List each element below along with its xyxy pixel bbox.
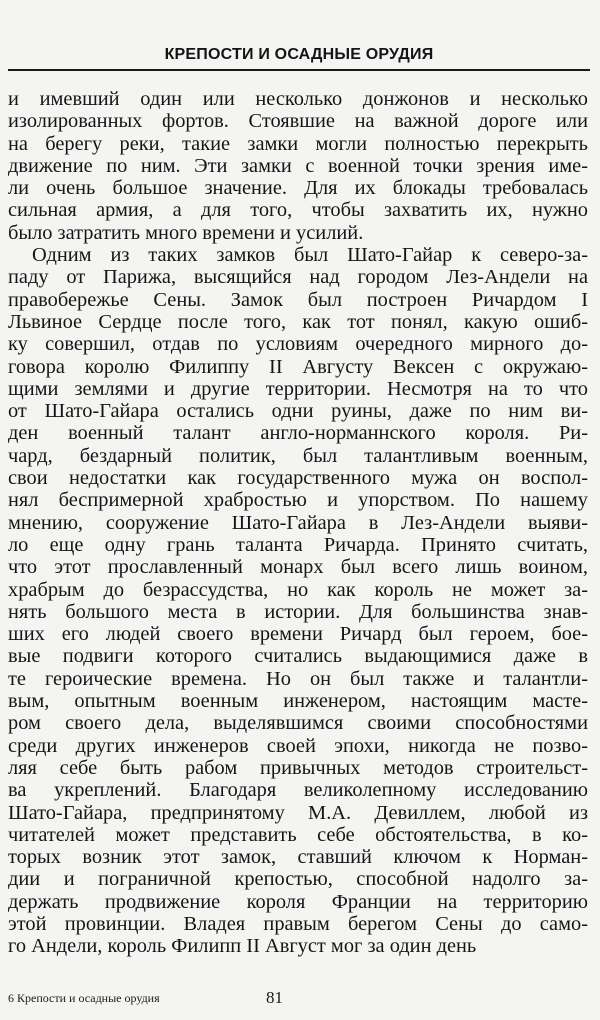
body-text <box>8 88 588 958</box>
text-line: нял беспримерной храбростью и упорством. По нашему <box>8 489 588 512</box>
footer-imprint: 6 Крепости и осадные орудия <box>8 991 160 1005</box>
text-line: Шато-Гайара, предпринятому М.А. Девиллем, любой из <box>8 801 588 824</box>
text-line: чард, бездарный политик, был талантливым военным, <box>8 444 588 467</box>
text-line: ло еще одну грань таланта Ричарда. Принято считать, <box>8 533 588 556</box>
text-line: свои недостатки как государственного мужа он воспол- <box>8 467 588 490</box>
text-line: ром своего дела, выделявшимся своими способностями <box>8 712 588 735</box>
page-number: 81 <box>266 988 283 1007</box>
text-line: изолированных фортов. Стоявшие на важной дороге или <box>8 110 588 133</box>
text-line: движение по ним. Эти замки с военной точки зрения име- <box>8 154 588 177</box>
text-line: сильная армия, а для того, чтобы захватить их, нужно <box>8 199 588 222</box>
text-line: паду от Парижа, высящийся над городом Лез-Андели на <box>8 266 588 289</box>
text-line: правобережье Сены. Замок был построен Ричардом I <box>8 288 588 311</box>
header-rule <box>8 69 590 71</box>
text-line: вые подвиги которого считались выдающимися даже в <box>8 645 588 668</box>
text-line: ли очень большое значение. Для их блокады требовалась <box>8 177 588 200</box>
text-line: говора королю Филиппу II Августу Вексен с окружаю- <box>8 355 588 378</box>
text-line: от Шато-Гайара остались одни руины, даже по ним ви- <box>8 400 588 423</box>
text-line: Одним из таких замков был Шато-Гайар к северо-за- <box>32 244 588 267</box>
text-line: на берегу реки, такие замки могли полностью перекрыть <box>8 132 588 155</box>
running-head: КРЕПОСТИ И ОСАДНЫЕ ОРУДИЯ <box>164 46 434 63</box>
text-line: Львиное Сердце после того, как тот понял, какую ошиб- <box>8 310 588 333</box>
text-line: ших его людей своего времени Ричард был героем, бое- <box>8 623 588 646</box>
text-line: вым, опытным военным инженером, настоящим масте- <box>8 690 588 713</box>
text-line: го Андели, король Филипп II Август мог за один день <box>8 935 477 958</box>
text-line: среди других инженеров своей эпохи, никогда не позво- <box>8 734 588 757</box>
text-line: мнению, сооружение Шато-Гайара в Лез-Андели выяви- <box>8 511 588 534</box>
text-line: этой провинции. Владея правым берегом Сены до само- <box>8 912 588 935</box>
text-line: дии и пограничной крепостью, способной надолго за- <box>8 868 588 891</box>
text-line: торых возник этот замок, ставший ключом к Норман- <box>8 846 588 869</box>
text-line: щими землями и другие территории. Несмотря на то что <box>8 377 588 400</box>
text-line: храбрым до безрассудства, но как король не может за- <box>8 578 588 601</box>
text-line: ва укреплений. Благодаря великолепному исследованию <box>8 779 588 802</box>
text-line: и имевший один или несколько донжонов и несколько <box>8 88 588 110</box>
text-line: было затратить много времени и усилий. <box>8 221 364 244</box>
text-line: ку совершил, отдав по условиям очередного мирного до- <box>8 333 588 356</box>
text-line: читателей может представить себе обстоятельства, в ко- <box>8 823 588 846</box>
text-line: те героические времена. Но он был также и талантли- <box>8 667 588 690</box>
text-line: что этот прославленный монарх был всего лишь воином, <box>8 556 588 579</box>
page-footer <box>8 988 588 1008</box>
text-line: нять большого места в истории. Для большинства знав- <box>8 600 588 623</box>
text-line: держать продвижение короля Франции на территорию <box>8 890 588 913</box>
text-line: ден военный талант англо-норманнского короля. Ри- <box>8 422 588 445</box>
text-line: ляя себе быть рабом привычных методов строительст- <box>8 756 588 779</box>
